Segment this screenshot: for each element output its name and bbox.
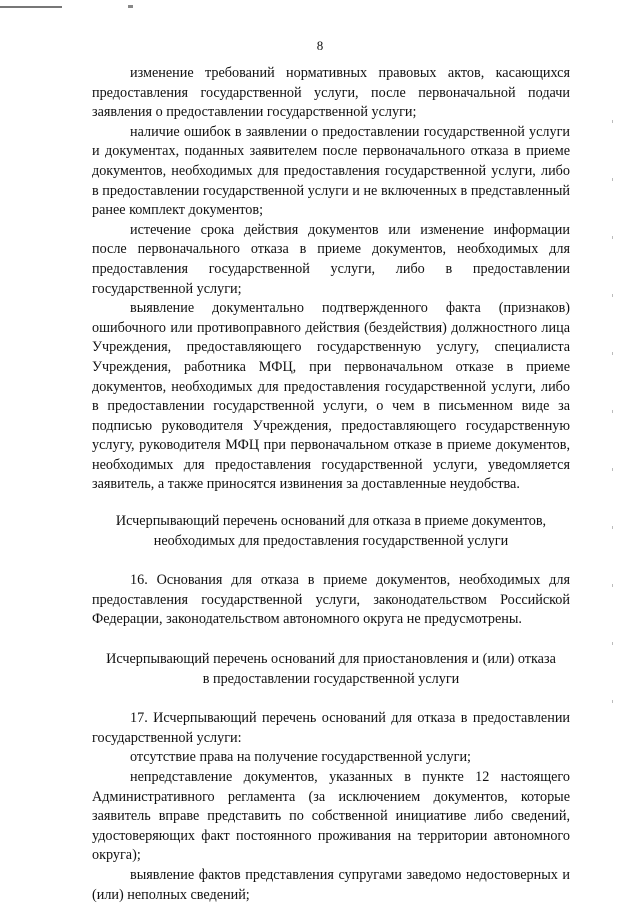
document-body — [92, 64, 570, 905]
page-number: 8 — [316, 38, 324, 53]
scan-side-marks — [612, 120, 620, 758]
section-heading-suspension-line2: в предоставлении государственной услуги — [202, 670, 460, 687]
section-heading-refusal-acceptance-line1: Исчерпывающий перечень оснований для отказа в приеме документов, — [115, 513, 547, 530]
paragraph-erroneous-action: выявление документально подтвержденного факта (признаков) ошибочного или противоправного действия (бездействия) должностного лица Учреждения, предоставляющего государственную услугу, специалиста Учреждения, работника МФЦ, при первоначальном отказе в приеме документов, необходимых для предоставления государственной услуги, либо в предоставлении государственной услуги, о чем в письменном виде за подписью руководителя Учреждения, предоставляющего государственную услугу, руководителя МФЦ при первоначальном отказе в приеме документов, необходимых для предоставления государственной услуги, уведомляется заявитель, а также приносятся извинения за доставленные неудобства. — [92, 300, 570, 493]
section-heading-suspension-line1: Исчерпывающий перечень оснований для приостановления и (или) отказа — [106, 651, 556, 668]
list-item-false-information: выявление фактов представления супругами заведомо недостоверных и (или) неполных сведений; — [92, 866, 570, 903]
section-heading-refusal-acceptance-line2: необходимых для предоставления государственной услуги — [153, 532, 509, 549]
paragraph-17: 17. Исчерпывающий перечень оснований для отказа в предоставлении государственной услуги: — [92, 710, 570, 746]
paragraph-errors-in-application: наличие ошибок в заявлении о предоставлении государственной услуги и документах, поданных заявителем после первоначального отказа в приеме документов, необходимых для предоставления государственной услуги, либо в предоставлении государственной услуги и не включенных в представленный ранее комплект документов; — [92, 123, 570, 219]
paragraph-16: 16. Основания для отказа в приеме документов, необходимых для предоставления государственной услуги, законодательством Российской Федерации, законодательством автономного округа не предусмотрены. — [92, 572, 570, 628]
paragraph-document-expiry: истечение срока действия документов или изменение информации после первоначального отказа в приеме документов, необходимых для предоставления государственной услуги, либо в предоставлении государственной услуги; — [92, 221, 570, 297]
paragraph-regulation-change: изменение требований нормативных правовых актов, касающихся предоставления государственной услуги, после первоначальной подачи заявления о предоставлении государственной услуги; — [92, 65, 570, 121]
list-item-missing-documents: непредставление документов, указанных в пункте 12 настоящего Административного регламента (за исключением документов, которые заявитель вправе представить по собственной инициативе либо сведений, удостоверяющих факт постоянного проживания на территории автономного округа); — [92, 769, 570, 864]
list-item-no-right: отсутствие права на получение государственной услуги; — [130, 749, 471, 766]
scan-tick-mark — [128, 5, 133, 8]
scan-edge-mark — [0, 6, 62, 8]
